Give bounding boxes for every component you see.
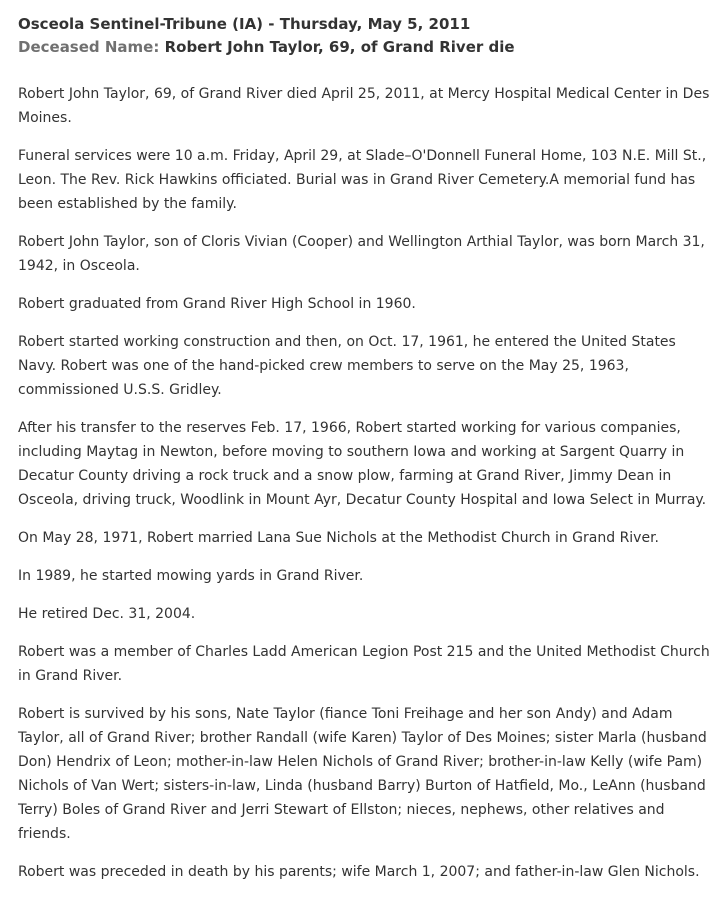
article-paragraph: After his transfer to the reserves Feb. 17, 1966, Robert started working for various companies, including Maytag in Newton, before moving to southern Iowa and working at Sargent Quarry in Decatur County driving a rock truck and a snow plow, farming at Grand River, Jimmy Dean in Osceola, driving truck, Woodlink in Mount Ayr, Decatur County Hospital and Iowa Select in Murray. <box>18 420 707 508</box>
article-paragraph: Funeral services were 10 a.m. Friday, April 29, at Slade–O'Donnell Funeral Home, 103 N.E. Mill St., Leon. The Rev. Rick Hawkins officiated. Burial was in Grand River Cemetery.A memorial fund has been established by the family. <box>18 148 707 212</box>
article-paragraph: Robert is survived by his sons, Nate Taylor (fiance Toni Freihage and her son Andy) and Adam Taylor, all of Grand River; brother Randall (wife Karen) Taylor of Des Moines; sister Marla (husband Don) Hendrix of Leon; mother-in-law Helen Nichols of Grand River; brother-in-law Kelly (wife Pam) Nichols of Van Wert; sisters-in-law, Linda (husband Barry) Burton of Hatfield, Mo., LeAnn (husband Terry) Boles of Grand River and Jerri Stewart of Ellston; nieces, nephews, other relatives and friends. <box>18 706 707 842</box>
deceased-line <box>18 36 718 59</box>
article-paragraph: Robert John Taylor, son of Cloris Vivian (Cooper) and Wellington Arthial Taylor, was born March 31, 1942, in Osceola. <box>18 234 705 274</box>
publication-name: Osceola Sentinel-Tribune (IA) <box>18 15 264 33</box>
header-separator: - <box>263 15 280 33</box>
publication-date: Thursday, May 5, 2011 <box>279 15 471 33</box>
article-paragraph: Robert started working construction and then, on Oct. 17, 1961, he entered the United States Navy. Robert was one of the hand-picked crew members to serve on the May 25, 1963, commissioned U.S.S. Gridley. <box>18 334 676 398</box>
article-paragraph: Robert John Taylor, 69, of Grand River died April 25, 2011, at Mercy Hospital Medical Center in Des Moines. <box>18 86 710 126</box>
article-paragraph: In 1989, he started mowing yards in Grand River. <box>18 568 364 584</box>
source-line <box>18 13 718 36</box>
deceased-label: Deceased Name: <box>18 38 160 56</box>
article-paragraph: Robert was a member of Charles Ladd American Legion Post 215 and the United Methodist Church in Grand River. <box>18 644 710 684</box>
article-paragraph: Robert graduated from Grand River High School in 1960. <box>18 296 416 312</box>
obituary-header <box>18 13 718 59</box>
article-paragraph: On May 28, 1971, Robert married Lana Sue Nichols at the Methodist Church in Grand River. <box>18 530 660 546</box>
obituary-article <box>18 82 718 884</box>
article-paragraph: He retired Dec. 31, 2004. <box>18 606 196 622</box>
article-paragraph: Robert was preceded in death by his parents; wife March 1, 2007; and father-in-law Glen Nichols. <box>18 864 700 880</box>
deceased-name: Robert John Taylor, 69, of Grand River die <box>164 38 515 56</box>
